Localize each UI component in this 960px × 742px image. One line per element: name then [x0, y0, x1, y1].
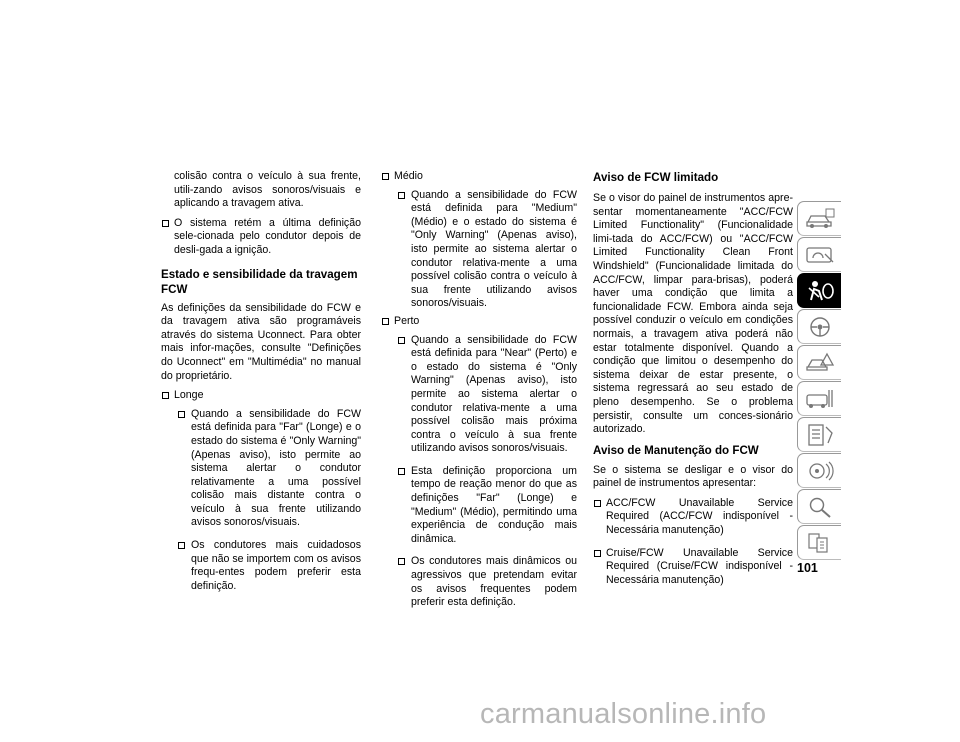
tab-index[interactable]	[797, 489, 841, 524]
heading-fcw-limited: Aviso de FCW limitado	[593, 171, 719, 184]
bullet-perto: Perto	[381, 315, 577, 329]
dashboard-gauge-icon	[805, 244, 835, 266]
tab-service[interactable]	[797, 381, 841, 416]
sub-bullet-medio-1: Quando a sensibilidade do FCW está definida para "Medium" (Médio) e o estado do sistema é "Only Warning" (Apenas aviso), isto permite ao sistema alertar o condutor relativa-mente a uma possível colisão contra o veículo à sua frente utilizando avisos sonoros/visuais.	[381, 189, 577, 311]
chapter-tabs	[797, 201, 842, 561]
magnifier-icon	[805, 495, 835, 519]
airbag-safety-icon	[805, 279, 835, 303]
tab-car-info[interactable]	[797, 201, 841, 236]
intro-continuation: colisão contra o veículo à sua frente, utili-zando avisos sonoros/visuais e aplicando a travagem ativa.	[174, 170, 361, 210]
car-service-icon	[805, 387, 835, 411]
paragraph-fcw-limited: Se o visor do painel de instrumentos apre-sentar momentaneamente "ACC/FCW Limited Functionality" (Funcionalidade limi-tada do ACC/FCW) ou "ACC/FCW Limited Functionality Clean Front Windshield" (Funcionalidade limitada do ACC/FCW, limpar para-brisas), poderá haver uma condição que limita a funcionalidade FCW. Embora ainda seja possível conduzir o veículo em condições normais, a travagem ativa poderá não estar totalmente disponível. Quando a condição que limitou o desempenho do sistema deixar de estar presente, o sistema regressará ao seu estado de pleno desempenho. Se o problema persistir, consulte um conces-sionário autorizado.	[593, 192, 793, 436]
tab-multimedia[interactable]	[797, 453, 841, 488]
tab-specifications[interactable]	[797, 417, 841, 452]
heading-fcw-sensitivity: Estado e sensibilidade da travagem FCW	[161, 267, 358, 296]
column-middle	[381, 170, 577, 619]
tab-safety[interactable]	[797, 273, 841, 308]
bullet-retains-setting: O sistema retém a última definição sele-cionada pelo condutor depois de desli-gada a ignição.	[161, 217, 361, 258]
watermark: carmanualsonline.info	[480, 698, 767, 730]
sub-bullet-perto-1: Quando a sensibilidade do FCW está definida para "Near" (Perto) e o estado do sistema é "Only Warning" (Apenas aviso), isto permite ao sistema alertar o condutor relativa-mente a uma possível colisão mais próxima contra o veículo à sua frente utilizando avisos sonoros/visuais.	[381, 334, 577, 456]
car-info-icon	[805, 208, 835, 230]
paragraph-fcw-service: Se o sistema se desligar e o visor do painel de instrumentos apresentar:	[593, 463, 793, 490]
tab-emergency[interactable]	[797, 345, 841, 380]
language-index-icon	[805, 531, 835, 555]
steering-wheel-icon	[805, 315, 835, 339]
column-right	[593, 170, 793, 596]
tab-languages[interactable]	[797, 525, 841, 560]
bullet-medio: Médio	[381, 170, 577, 184]
bullet-acc-fcw-unavailable: ACC/FCW Unavailable Service Required (ACC/FCW indisponível - Necessária manutenção)	[593, 497, 793, 538]
tab-dashboard[interactable]	[797, 237, 841, 272]
heading-fcw-service: Aviso de Manutenção do FCW	[593, 443, 759, 457]
column-left	[161, 170, 361, 602]
sub-bullet-longe-1: Quando a sensibilidade do FCW está definida para "Far" (Longe) e o estado do sistema é "Only Warning" (Apenas aviso), isto permite ao sistema alertar o condutor relativamente a uma possível colisão mais distante contra o veículo à sua frente utilizando avisos sonoros/visuais.	[161, 408, 361, 530]
sub-bullet-perto-2: Esta definição proporciona um tempo de reação menor do que as definições "Far" (Longe) e "Medium" (Médio), permitindo uma experiência de condução mais dinâmica.	[381, 465, 577, 547]
sub-bullet-perto-3: Os condutores mais dinâmicos ou agressivos que pretendam evitar os avisos frequentes podem preferir esta definição.	[381, 555, 577, 609]
multimedia-icon	[805, 459, 835, 483]
bullet-longe: Longe	[161, 389, 361, 403]
specifications-list-icon	[805, 423, 835, 447]
sub-bullet-longe-2: Os condutores mais cuidadosos que não se importem com os avisos frequ-entes podem preferir esta definição.	[161, 539, 361, 593]
warning-triangle-car-icon	[805, 351, 835, 375]
tab-driving[interactable]	[797, 309, 841, 344]
page-number: 101	[797, 561, 818, 575]
paragraph-sensitivity: As definições da sensibilidade do FCW e da travagem ativa são programáveis através do sistema Uconnect. Para obter mais infor-mações, consulte "Definições do Uconnect" em "Multimédia" no manual do proprietário.	[161, 301, 361, 382]
bullet-cruise-fcw-unavailable: Cruise/FCW Unavailable Service Required (Cruise/FCW indisponível - Necessária manutenção)	[593, 547, 793, 588]
